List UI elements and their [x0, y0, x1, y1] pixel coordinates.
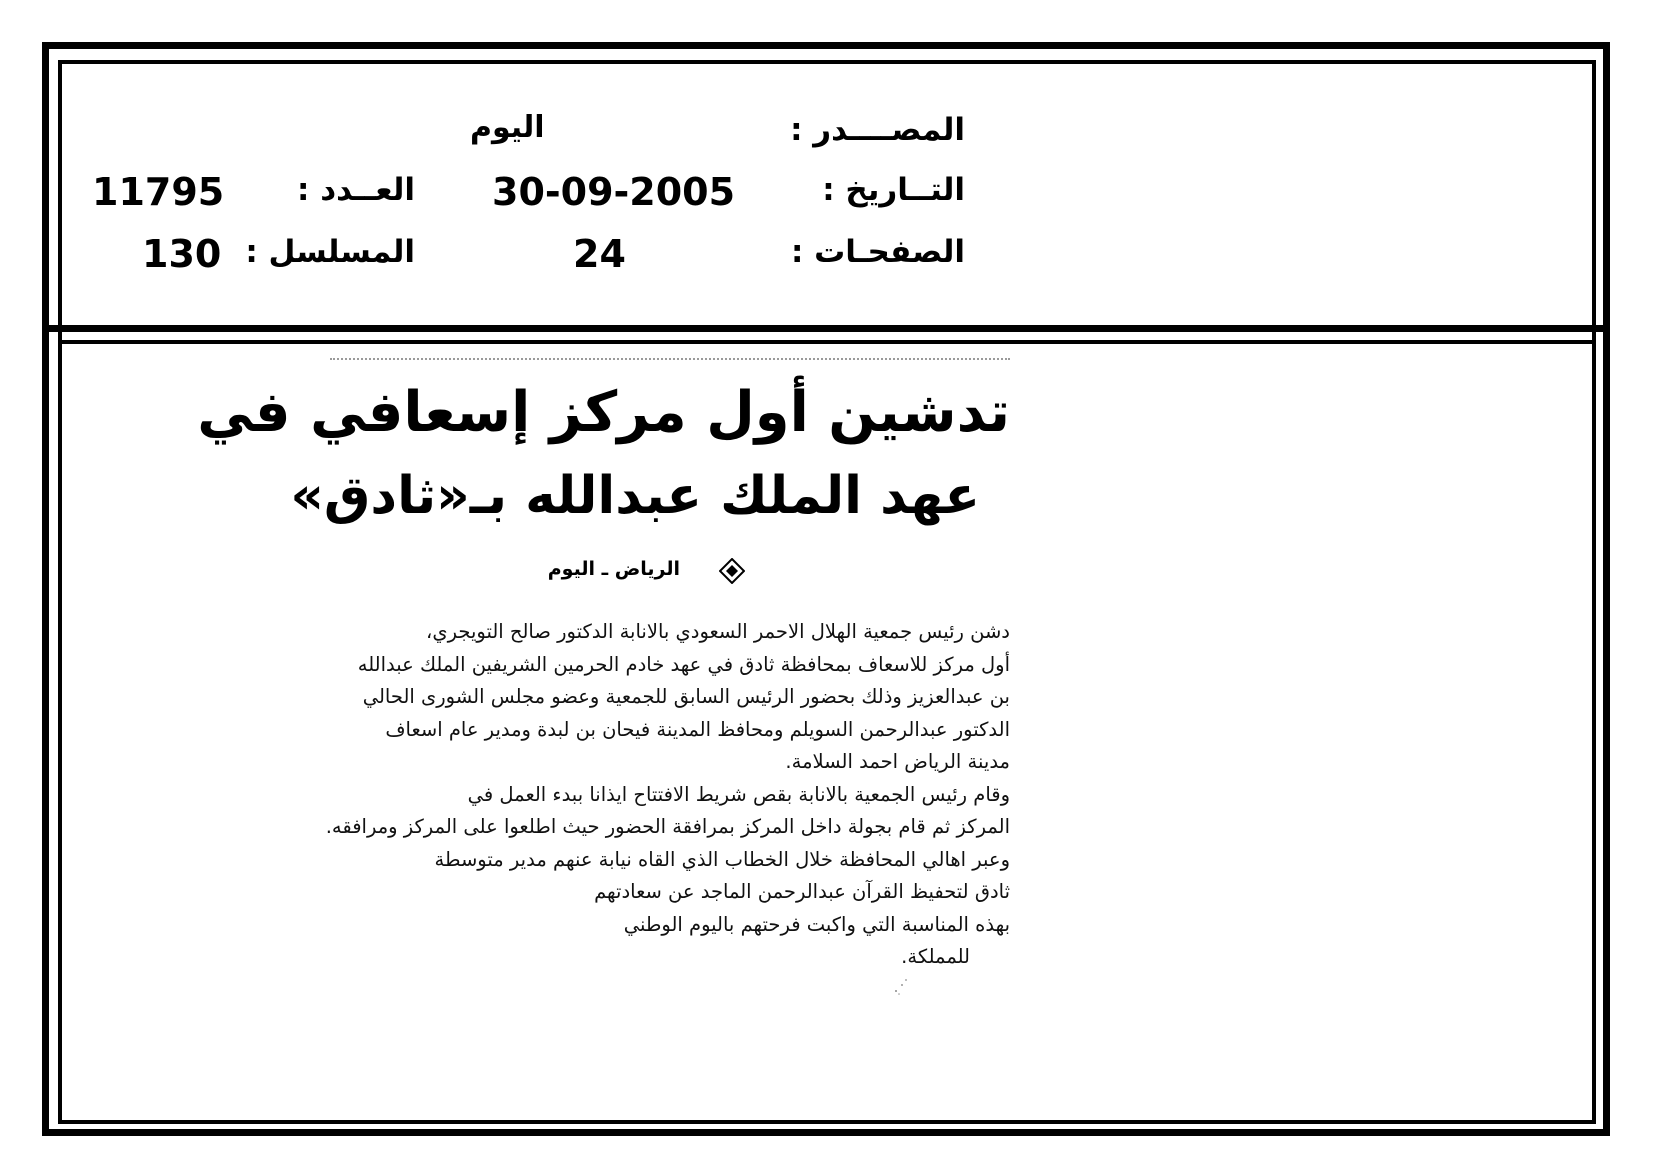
issue-label: العــدد :: [297, 172, 415, 208]
body-line: دشن رئيس جمعية الهلال الاحمر السعودي بالانابة الدكتور صالح التويجري،: [426, 620, 1010, 643]
body-line: وقام رئيس الجمعية بالانابة بقص شريط الافتتاح ايذانا ببدء العمل في: [467, 782, 1010, 806]
source-label: المصــــدر :: [790, 112, 965, 148]
pages-label: الصفحـات :: [790, 234, 965, 270]
headline-line-2: عهد الملك عبدالله بـ«ثادق»: [290, 466, 980, 526]
header-divider-inner: [58, 340, 1596, 344]
body-line: بن عبدالعزيز وذلك بحضور الرئيس السابق للجمعية وعضو مجلس الشورى الحالي: [362, 685, 1010, 708]
byline: الرياض ـ اليوم: [547, 558, 680, 580]
body-line: مدينة الرياض احمد السلامة.: [785, 750, 1010, 773]
serial-value: 130: [142, 232, 222, 276]
scan-speck-icon: [890, 975, 912, 997]
header-divider: [42, 325, 1610, 332]
body-line: وعبر اهالي المحافظة خلال الخطاب الذي القاه نيابة عنهم مدير متوسطة: [434, 847, 1010, 871]
body-line: بهذه المناسبة التي واكبت فرحتهم باليوم الوطني: [623, 912, 1010, 936]
body-line: للمملكة.: [901, 945, 970, 968]
body-line: ثادق لتحفيظ القرآن عبدالرحمن الماجد عن سعادتهم: [594, 880, 1010, 903]
serial-label: المسلسل :: [245, 234, 415, 270]
body-line: المركز ثم قام بجولة داخل المركز بمرافقة الحضور حيث اطلعوا على المركز ومرافقه.: [325, 815, 1010, 838]
source-value: اليوم: [470, 110, 545, 145]
diamond-ornament-icon: [719, 558, 745, 584]
date-value: 30-09-2005: [492, 170, 736, 214]
article-clipping: [197, 358, 1010, 978]
clipping-top-rule: [330, 358, 1010, 360]
issue-value: 11795: [92, 170, 225, 214]
article-body: [325, 616, 1010, 974]
date-label: التــاريخ :: [822, 172, 965, 208]
headline-line-1: تدشين أول مركز إسعافي في: [197, 380, 1010, 445]
body-line: أول مركز للاسعاف بمحافظة ثادق في عهد خادم الحرمين الشريفين الملك عبدالله: [357, 652, 1010, 676]
pages-value: 24: [573, 232, 626, 276]
body-line: الدكتور عبدالرحمن السويلم ومحافظ المدينة فيحان بن لبدة ومدير عام اسعاف: [385, 717, 1010, 741]
